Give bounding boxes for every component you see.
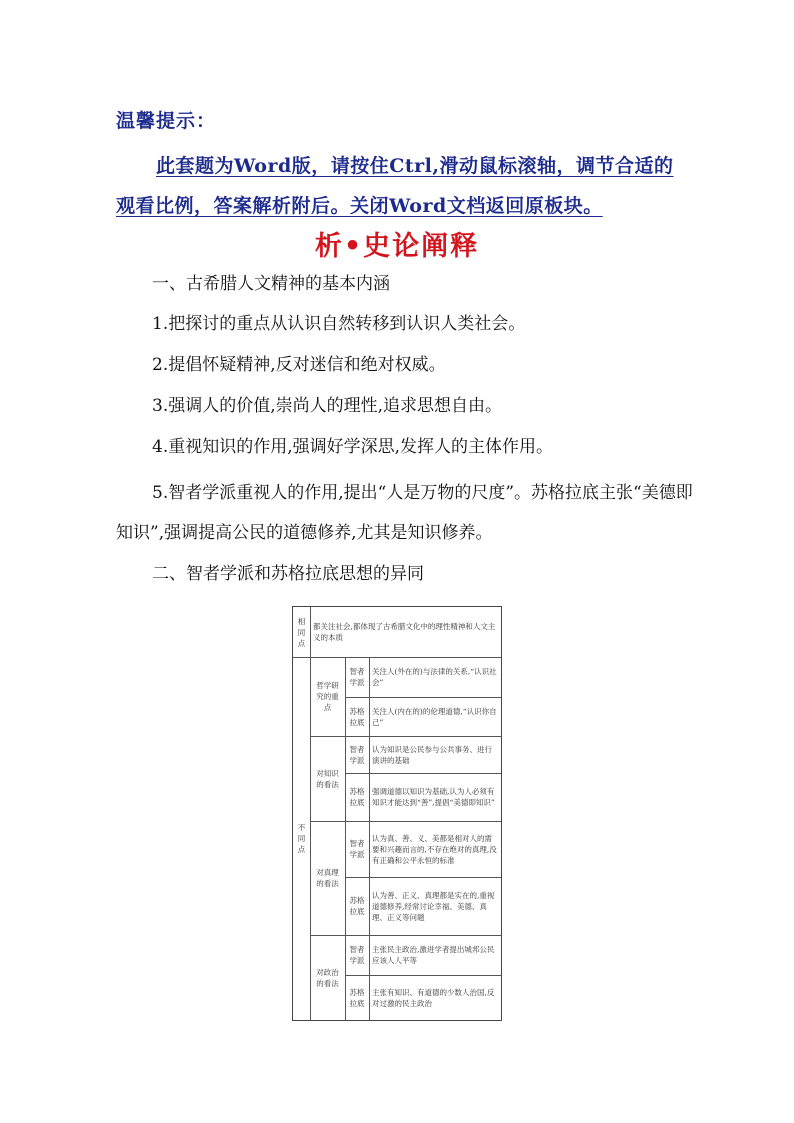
topic-cell [310, 736, 345, 821]
same-label-cell [293, 607, 310, 657]
school-label-socrates: 苏格拉底 [349, 987, 365, 1008]
section-title: 析•史论阐释 [314, 231, 480, 262]
content-text: 主张民主政治,激进学者提出城邦公民应该人人平等 [372, 945, 495, 965]
paragraph-1: 1.把探讨的重点从认识自然转移到认识人类社会。 [152, 314, 526, 334]
topic-label: 对真理的看法 [316, 868, 339, 888]
content-cell [369, 773, 501, 821]
table-rule [345, 975, 501, 976]
content-text: 关注人(内在的)的伦理道德,“认识你自己” [372, 706, 497, 727]
notice-body: 此套题为Word版，请按住Ctrl,滑动鼠标滚轴，调节合适的观看比例，答案解析附后。关闭Word文档返回原板块。 [116, 155, 674, 217]
school-cell [345, 773, 369, 821]
school-cell [345, 697, 369, 736]
content-text: 认为善、正义、真理都是实在的,重视道德修养,经常讨论幸福、美德、真理、正义等问题 [372, 890, 495, 922]
content-text: 主张有知识、有道德的少数人治国,反对过激的民主政治 [372, 987, 495, 1008]
school-label-sophists: 智者学派 [349, 744, 365, 765]
table-rule [369, 657, 370, 1020]
school-label-sophists: 智者学派 [349, 945, 365, 965]
content-text: 认为真、善、义、美都是相对人的需要和兴趣而言的,不存在绝对的真理,没有正确和公平永恒的标准 [372, 833, 497, 865]
content-cell [369, 657, 501, 697]
heading-1: 一、古希腊人文精神的基本内涵 [152, 274, 390, 294]
table-rule [310, 821, 501, 822]
same-label: 相同点 [297, 616, 306, 648]
school-label-sophists: 智者学派 [349, 839, 365, 859]
content-text: 认为知识是公民参与公共事务、进行演讲的基础 [372, 744, 492, 765]
paragraph-5: 5.智者学派重视人的作用,提出“人是万物的尺度”。苏格拉底主张“美德即知识”,强调提高公民的道德修养,尤其是知识修养。 [116, 483, 693, 543]
heading-2: 二、智者学派和苏格拉底思想的异同 [152, 564, 424, 584]
table-rule [310, 736, 501, 737]
school-label-sophists: 智者学派 [349, 667, 365, 687]
table-rule [293, 657, 501, 658]
same-text-cell [310, 607, 501, 657]
content-cell [369, 736, 501, 773]
topic-cell [310, 657, 345, 736]
school-label-socrates: 苏格拉底 [349, 896, 365, 916]
content-text: 强调道德以知识为基础,认为人必须有知识才能达到“善”,提倡“美德即知识” [372, 787, 495, 807]
content-text: 关注人(外在的)与法律的关系,“认识社会” [372, 667, 497, 687]
content-cell [369, 877, 501, 935]
paragraph-4: 4.重视知识的作用,强调好学深思,发挥人的主体作用。 [152, 437, 554, 457]
paragraph-3: 3.强调人的价值,崇尚人的理性,追求思想自由。 [152, 396, 503, 416]
content-cell [369, 821, 501, 877]
diff-label: 不同点 [297, 823, 306, 854]
table-rule [345, 697, 501, 698]
topic-cell [310, 821, 345, 935]
notice-title: 温馨提示： [116, 110, 217, 132]
table-rule [345, 657, 346, 1020]
diff-label-cell [293, 657, 310, 1020]
content-cell [369, 935, 501, 975]
school-cell [345, 821, 369, 877]
school-label-socrates: 苏格拉底 [349, 706, 365, 727]
topic-label: 对知识的看法 [316, 768, 339, 789]
topic-label: 对政治的看法 [316, 967, 339, 988]
same-text: 都关注社会,都体现了古希腊文化中的理性精神和人文主义的本质 [313, 622, 496, 642]
school-cell [345, 975, 369, 1020]
content-cell [369, 975, 501, 1020]
content-cell [369, 697, 501, 736]
school-label-socrates: 苏格拉底 [349, 787, 365, 807]
table-rule [310, 935, 501, 936]
comparison-table [292, 606, 502, 1021]
topic-label: 哲学研究的重点 [316, 681, 339, 712]
topic-cell [310, 935, 345, 1020]
table-rule [345, 773, 501, 774]
school-cell [345, 736, 369, 773]
school-cell [345, 935, 369, 975]
school-cell [345, 657, 369, 697]
table-rule [345, 877, 501, 878]
school-cell [345, 877, 369, 935]
table-rule [310, 607, 311, 1020]
paragraph-2: 2.提倡怀疑精神,反对迷信和绝对权威。 [152, 355, 446, 375]
